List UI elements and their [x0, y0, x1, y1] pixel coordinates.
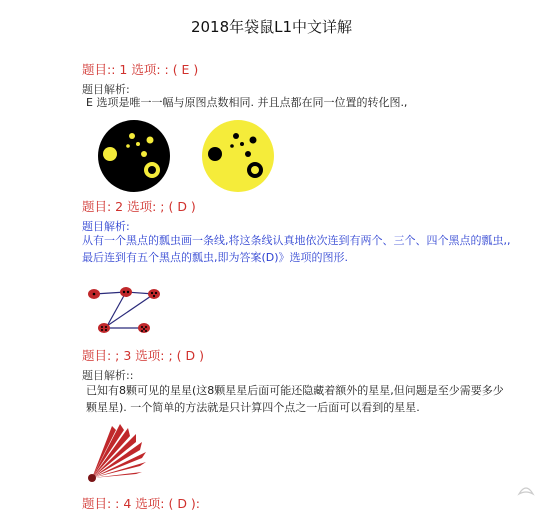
- question-1-analysis-text: E 选项是唯一一幅与原图点数相同. 并且点都在同一位置的转化图.,: [86, 96, 408, 109]
- question-3-heading: 题目: ; 3 选项: ; ( D ): [82, 348, 204, 363]
- question-3-analysis-line-2: 颗星星). 一个简单的方法就是只计算四个点之一后面可以看到的星星.: [86, 401, 420, 414]
- question-3-analysis-line-1: 已知有8颗可见的星星(这8颗星星后面可能还隐藏着额外的星星,但问题是至少需要多少: [86, 384, 504, 397]
- connecting-lines: [94, 292, 154, 328]
- star-fan-icon: [92, 424, 146, 478]
- question-3-star-fan-figure: [84, 420, 154, 490]
- answer-figure-yellow-circle: [202, 120, 274, 192]
- question-2-ladybug-figure: [84, 280, 164, 340]
- question-3-analysis-label: 题目解析::: [82, 369, 134, 382]
- question-1-figure: [92, 118, 292, 196]
- question-1-analysis-label: 题目解析:: [82, 83, 130, 96]
- question-2-analysis-label: 题目解析:: [82, 220, 130, 233]
- question-2-analysis-line-1: 从有一个黑点的瓢虫画一条线,将这条线认真地依次连到有两个、三个、四个黑点的瓢虫,,: [82, 234, 511, 247]
- page-title: 2018年袋鼠L1中文详解: [190, 18, 353, 36]
- question-4-heading: 题目: : 4 选项: ( D ):: [82, 496, 201, 511]
- question-2-heading: 题目: 2 选项: ; ( D ): [82, 199, 196, 214]
- question-2-analysis-line-2: 最后连到有五个黑点的瓢虫,即为答案(D)》选项的图形.: [82, 251, 349, 264]
- watermark-icon: [516, 480, 536, 500]
- original-figure-black-circle: [98, 120, 170, 192]
- ladybug-icon: [88, 287, 160, 333]
- question-1-heading: 题目:: 1 选项: : ( E ): [82, 62, 199, 77]
